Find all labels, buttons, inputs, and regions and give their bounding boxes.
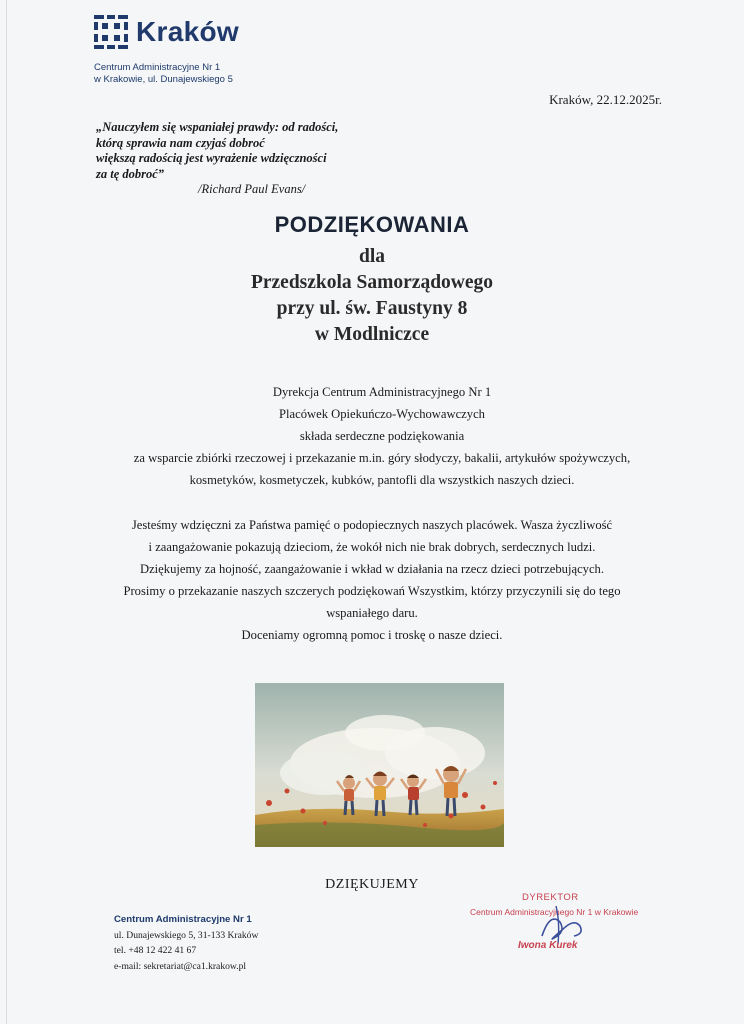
closing-thanks: DZIĘKUJEMY <box>325 877 419 892</box>
institution-line1: Centrum Administracyjne Nr 1 <box>94 62 221 73</box>
body-line: składa serdeczne podziękowania <box>299 429 465 443</box>
quote <box>96 120 338 198</box>
children-illustration <box>255 683 504 847</box>
body-paragraph-2 <box>0 514 744 646</box>
body-line: kosmetyków, kosmetyczek, kubków, pantofli dla wszystkich naszych dzieci. <box>189 473 575 487</box>
body-line: i zaangażowanie pokazują dzieciom, że wokół nich nie brak dobrych, serdecznych ludzi. <box>148 540 596 554</box>
recipient-line: w Modlniczce <box>314 324 430 345</box>
institution-line2: w Krakowie, ul. Dunajewskiego 5 <box>94 74 233 85</box>
quote-line: którą sprawia nam czyjaś dobroć <box>96 135 265 150</box>
body-line: Prosimy o przekazanie naszych szczerych podziękowań Wszystkim, którzy przyczynili się do tego <box>123 584 621 598</box>
body-paragraph-1 <box>0 381 744 491</box>
recipient-line: przy ul. św. Faustyny 8 <box>276 298 468 319</box>
footer-phone: tel. +48 12 422 41 67 <box>114 945 197 956</box>
body-line: Dyrekcja Centrum Administracyjnego Nr 1 <box>272 385 492 399</box>
stamp-title: DYREKTOR <box>522 892 579 903</box>
body-line: Doceniamy ogromną pomoc i troskę o nasze dzieci. <box>241 628 503 642</box>
krakow-logo-icon <box>94 15 128 49</box>
footer-contact <box>114 912 258 974</box>
recipient-line: dla <box>358 246 385 267</box>
quote-line: za tę dobroć” <box>96 166 165 181</box>
logo-text: Kraków <box>136 16 239 47</box>
recipient-line: Przedszkola Samorządowego <box>250 272 494 293</box>
institution-header <box>94 62 233 86</box>
krakow-logo <box>94 15 239 49</box>
footer-address: ul. Dunajewskiego 5, 31-133 Kraków <box>114 929 259 941</box>
body-line: Placówek Opiekuńczo-Wychowawczych <box>279 407 485 421</box>
body-line: Dziękujemy za hojność, zaangażowanie i wkład w działania na rzecz dzieci potrzebujących. <box>140 562 604 576</box>
page-title: PODZIĘKOWANIA <box>274 212 470 237</box>
quote-line: większą radością jest wyrażenie wdzięczności <box>96 151 327 165</box>
letter-date: Kraków, 22.12.2025r. <box>549 92 662 107</box>
director-stamp <box>470 892 670 962</box>
stamp-line: Centrum Administracyjnego Nr 1 w Krakowie <box>470 907 639 917</box>
quote-author: /Richard Paul Evans/ <box>198 182 306 196</box>
stamp-name: Iwona Kurek <box>518 940 578 951</box>
signature-icon <box>470 892 670 962</box>
footer-name: Centrum Administracyjne Nr 1 <box>114 914 252 925</box>
recipient <box>0 244 744 348</box>
quote-line: „Nauczyłem się wspaniałej prawdy: od radości, <box>96 120 339 134</box>
footer-email: e-mail: sekretariat@ca1.krakow.pl <box>114 960 247 972</box>
body-line: Jesteśmy wdzięczni za Państwa pamięć o podopiecznych naszych placówek. Wasza życzliwość <box>131 518 613 532</box>
body-line: za wsparcie zbiórki rzeczowej i przekazanie m.in. góry słodyczy, bakalii, artykułów spożywczych, <box>133 451 631 465</box>
body-line: wspaniałego daru. <box>326 606 418 620</box>
